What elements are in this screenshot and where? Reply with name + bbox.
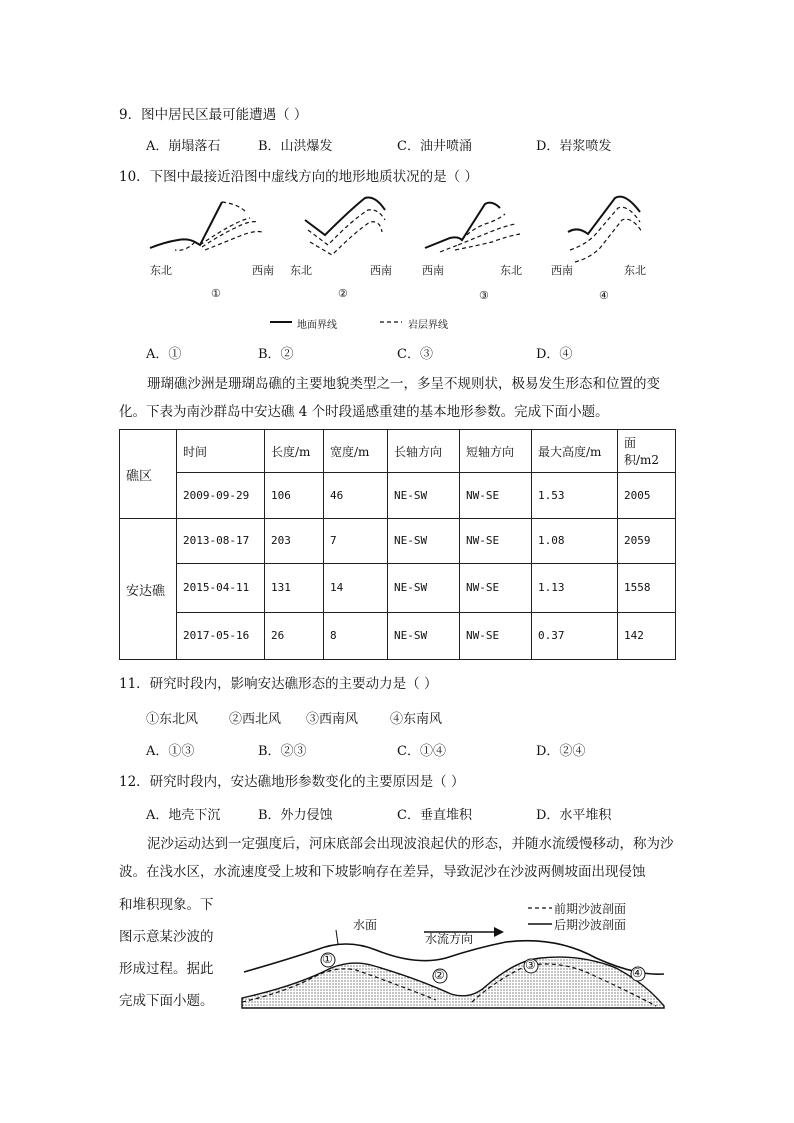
cell-width: 8 [324,612,388,659]
cell-date: 2017-05-16 [177,612,265,659]
table-row [120,473,676,519]
cell-date: 2015-04-11 [177,563,265,612]
cell-length: 131 [265,563,324,612]
water-surface-pointer [336,930,338,944]
panel-2-left-dir: 东北 [290,264,312,277]
cell-long-axis: NE-SW [388,473,460,519]
q12-option-d[interactable]: D．水平堆积 [536,808,612,823]
panel-1-right-dir: 西南 [252,264,274,277]
panel-4-right-dir: 东北 [624,264,646,277]
marker-4: ④ [632,966,643,980]
cross-section-panel-4 [568,197,642,262]
cell-short-axis: NW-SE [460,612,532,659]
q9-stem: 9．图中居民区最可能遭遇（ ） [119,107,308,123]
q11-option-d[interactable]: D．②④ [536,744,586,759]
cell-date: 2013-08-17 [177,519,265,563]
panel-3-left-dir: 西南 [422,264,444,277]
panel-4-number: ④ [599,289,609,302]
header-time: 时间 [177,430,265,473]
table-row-header: 礁区 [120,430,177,519]
q11-choice-2: ②西北风 [229,712,282,727]
cross-section-panel-2 [305,198,385,256]
table-row [120,563,676,612]
panel-1-left-dir: 东北 [150,264,172,277]
cell-short-axis: NW-SE [460,563,532,612]
passage-sand-wave: 泥沙运动达到一定强度后，河床底部会出现波浪起伏的形态，并随水流缓慢移动，称为沙波。在浅水区，水流速度受上坡和下坡影响存在差异，导致泥沙在沙波两侧坡面出现侵蚀 [119,836,674,880]
marker-2: ② [434,968,445,982]
later-sand-wave-profile [242,957,664,1008]
passage-sand-wave-line-6: 完成下面小题。 [119,993,214,1009]
q11-stem: 11．研究时段内，影响安达礁形态的主要动力是（ ） [119,676,438,692]
cell-max-height: 1.53 [532,473,618,519]
table-row [120,612,676,659]
q11-option-c[interactable]: C．①④ [397,744,446,759]
cell-max-height: 1.13 [532,563,618,612]
cell-area: 2059 [618,519,676,563]
cross-section-panel-3 [425,203,520,252]
q10-cross-section-figure [140,190,660,335]
cell-long-axis: NE-SW [388,519,460,563]
passage-sand-wave-line-3: 和堆积现象。下 [119,897,214,913]
passage-sand-wave-line-5: 形成过程。据此 [119,961,214,977]
cell-area: 1558 [618,563,676,612]
marker-1: ① [322,952,333,966]
q9-option-b[interactable]: B．山洪爆发 [258,139,333,154]
q9-option-a[interactable]: A．崩塌落石 [146,139,221,154]
cell-short-axis: NW-SE [460,519,532,563]
legend-earlier-label: 前期沙波剖面 [554,902,627,916]
q12-option-b[interactable]: B．外力侵蚀 [258,808,333,823]
flow-arrow-head [494,927,504,937]
q10-option-d[interactable]: D．④ [536,347,573,362]
panel-4-left-dir: 西南 [551,264,573,277]
table-row [120,519,676,563]
cell-width: 14 [324,563,388,612]
cell-area: 142 [618,612,676,659]
cross-section-panel-1 [150,202,262,250]
cell-max-height: 1.08 [532,519,618,563]
cell-long-axis: NE-SW [388,612,460,659]
cell-max-height: 0.37 [532,612,618,659]
q11-choice-4: ④东南风 [390,712,443,727]
panel-3-right-dir: 东北 [500,264,522,277]
reef-parameter-table [119,429,676,660]
cell-area: 2005 [618,473,676,519]
header-width: 宽度/m [324,430,388,473]
header-area: 面积/m2 [618,430,676,473]
q11-option-b[interactable]: B．②③ [258,744,307,759]
cell-short-axis: NW-SE [460,473,532,519]
q9-option-d[interactable]: D．岩浆喷发 [536,139,612,154]
q10-option-a[interactable]: A．① [146,347,182,362]
marker-3: ③ [525,958,536,972]
passage-coral-reef: 珊瑚礁沙洲是珊瑚岛礁的主要地貌类型之一，多呈不规则状，极易发生形态和位置的变化。下表为南沙群岛中安达礁 4 个时段遥感重建的基本地形参数。完成下面小题。 [119,376,660,420]
cell-date: 2009-09-29 [177,473,265,519]
q12-option-a[interactable]: A．地壳下沉 [146,808,221,823]
panel-3-number: ③ [479,289,489,302]
cell-length: 106 [265,473,324,519]
q10-option-c[interactable]: C．③ [397,347,433,362]
cell-length: 203 [265,519,324,563]
header-long-axis: 长轴方向 [388,430,460,473]
legend-dashed-label: 岩层界线 [408,320,448,331]
q12-option-c[interactable]: C．垂直堆积 [397,808,472,823]
cell-width: 46 [324,473,388,519]
panel-1-number: ① [211,287,221,300]
water-surface-label: 水面 [353,918,378,932]
header-max-height: 最大高度/m [532,430,618,473]
q10-stem: 10．下图中最接近沿图中虚线方向的地形地质状况的是（ ） [119,169,478,185]
header-length: 长度/m [265,430,324,473]
flow-direction-label: 水流方向 [425,932,474,946]
legend-solid-label: 地面界线 [297,320,337,331]
panel-2-number: ② [338,287,348,300]
table-header-row [120,430,676,473]
legend-later-label: 后期沙波剖面 [554,918,627,932]
q10-option-b[interactable]: B．② [258,347,294,362]
q11-choice-3: ③西南风 [306,712,359,727]
q9-option-c[interactable]: C．油井喷涌 [397,139,472,154]
cell-length: 26 [265,612,324,659]
passage-sand-wave-line-4: 图示意某沙波的 [119,929,214,945]
panel-2-right-dir: 西南 [370,264,392,277]
reef-name-cell: 安达礁 [120,519,177,660]
cell-width: 7 [324,519,388,563]
q11-option-a[interactable]: A．①③ [146,744,195,759]
header-short-axis: 短轴方向 [460,430,532,473]
q11-choice-1: ①东北风 [146,712,199,727]
cell-long-axis: NE-SW [388,563,460,612]
q12-stem: 12．研究时段内，安达礁地形参数变化的主要原因是（ ） [119,774,465,790]
